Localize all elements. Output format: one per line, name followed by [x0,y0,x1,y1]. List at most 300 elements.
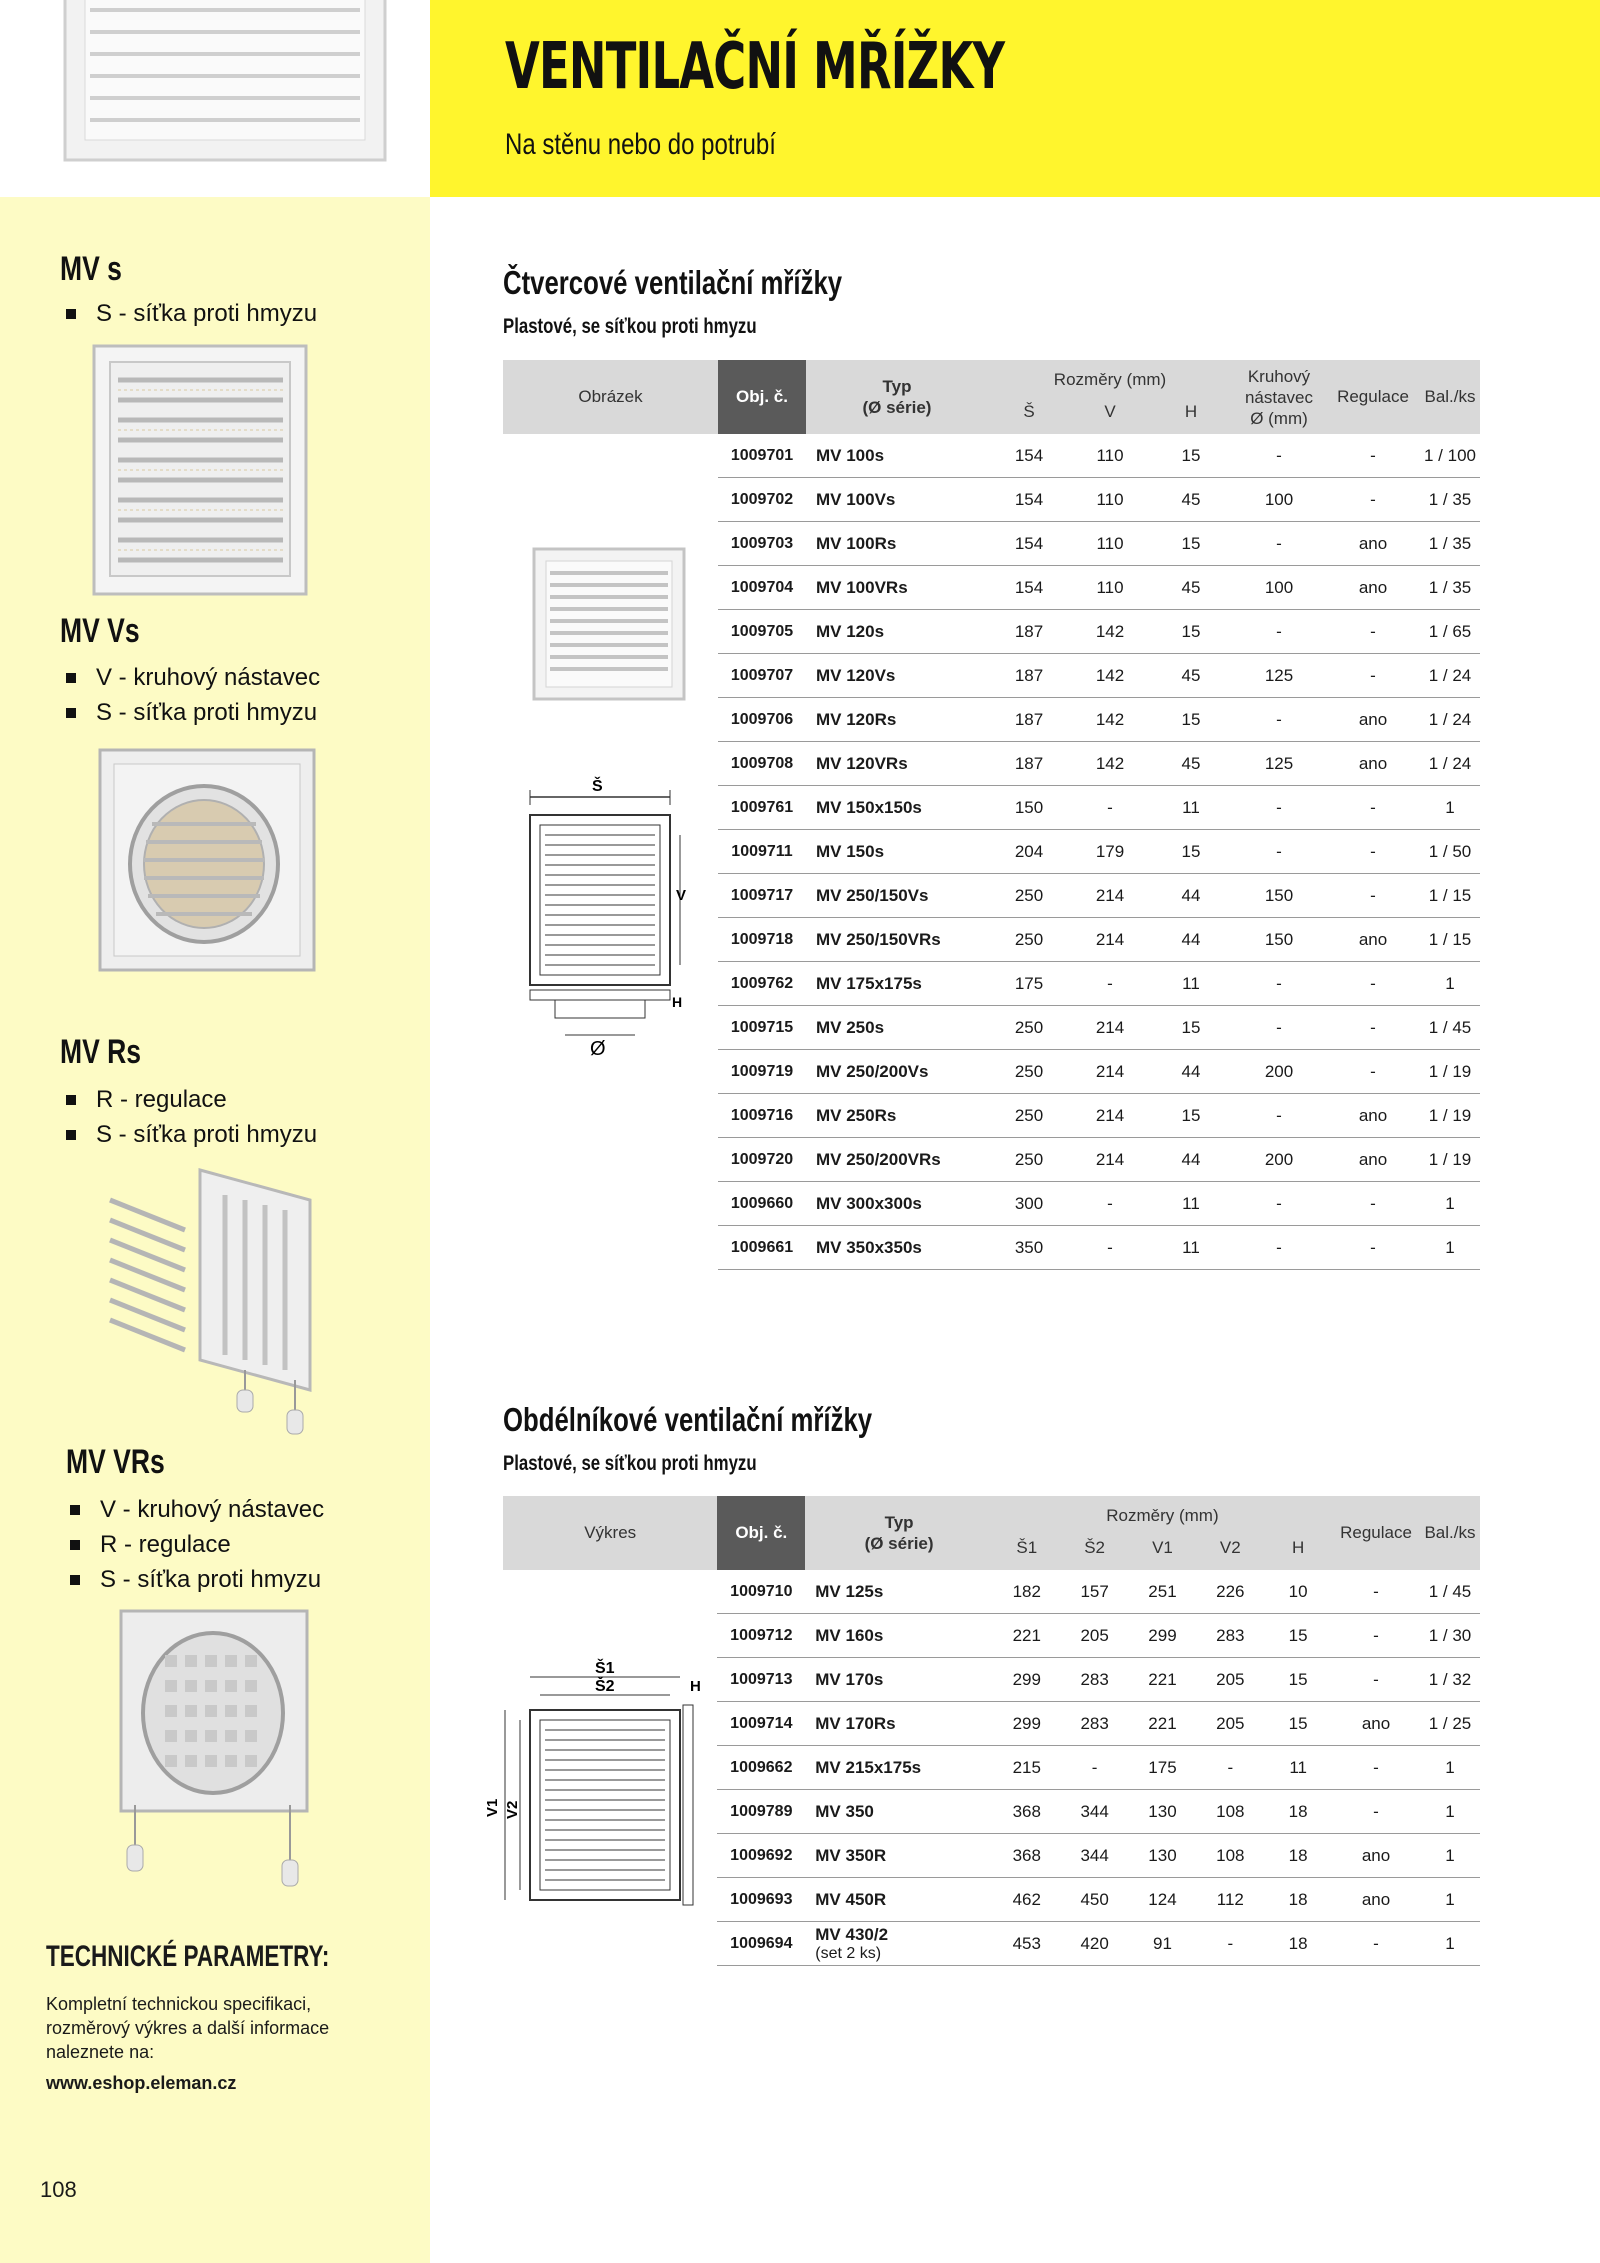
cell-regulation: ano [1326,1094,1420,1138]
cell-type [805,1922,993,1966]
cell-obj-number: 1009692 [717,1834,805,1878]
group-title-mv-rs: MV Rs [60,1033,142,1071]
cell-package: 1 / 19 [1420,1094,1480,1138]
cell-dim-v: 214 [1070,1050,1150,1094]
type-label: MV 170Rs [815,1713,896,1733]
cell-regulation: - [1326,1050,1420,1094]
cell-obj-number: 1009720 [718,1138,806,1182]
cell-package: 1 / 19 [1420,1138,1480,1182]
cell-regulation: ano [1326,918,1420,962]
cell-type: MV 300x300s [806,1182,988,1226]
cell-dim-s1: 368 [993,1790,1061,1834]
col-header-dims: Rozměry (mm) [988,360,1232,390]
cell-dim-v2: - [1196,1922,1264,1966]
drawing-label-h: H [672,994,683,1010]
cell-package: 1 / 24 [1420,654,1480,698]
cell-dim-v: 110 [1070,566,1150,610]
cell-obj-number: 1009660 [718,1182,806,1226]
cell-package: 1 / 24 [1420,698,1480,742]
type-label: MV 450R [815,1889,887,1909]
cell-regulation: ano [1326,698,1420,742]
type-label: MV 160s [815,1625,884,1645]
cell-dim-v: 142 [1070,654,1150,698]
cell-obj-number: 1009719 [718,1050,806,1094]
group-list-mv-rs [60,1082,317,1152]
cell-dim-v2: 108 [1196,1790,1264,1834]
cell-type: MV 100Rs [806,522,988,566]
cell-dim-v1: 221 [1129,1658,1197,1702]
cell-obj-number: 1009693 [717,1878,805,1922]
drawing-label-s2: Š2 [595,1678,615,1695]
type-note: (set 2 ks) [815,1944,882,1962]
col-header-image: Obrázek [503,360,718,434]
cell-type: MV 120s [806,610,988,654]
table-row [503,1138,1480,1182]
type-label: MV 125s [815,1581,884,1601]
regulated-grille-icon [105,1160,320,1440]
type-label: MV 170s [815,1669,884,1689]
round-regulated-grille-icon [115,1605,315,1895]
cell-spigot-diameter: - [1232,522,1326,566]
product-photo-mv-s [88,340,313,605]
cell-dim-h: 18 [1264,1922,1332,1966]
cell-regulation: - [1332,1746,1420,1790]
cell-dim-v: - [1070,786,1150,830]
round-spigot-grille-icon [92,742,322,977]
table-row [503,1614,1480,1658]
col-header-typ: Typ (Ø série) [805,1496,993,1570]
list-item: S - síťka proti hmyzu [60,695,320,730]
cell-dim-s1: 368 [993,1834,1061,1878]
drawing-label-v1: V1 [485,1798,501,1817]
cell-type [805,1658,993,1702]
cell-regulation: - [1332,1790,1420,1834]
group-title-mv-vrs: MV VRs [66,1443,165,1481]
cell-dim-v1: 221 [1129,1702,1197,1746]
cell-dim-s: 250 [988,874,1070,918]
cell-regulation: - [1332,1922,1420,1966]
cell-obj-number: 1009714 [717,1702,805,1746]
table-row [503,1094,1480,1138]
cell-type: MV 120Rs [806,698,988,742]
drawing-cell [503,1922,717,1966]
cell-type [805,1702,993,1746]
cell-obj-number: 1009762 [718,962,806,1006]
cell-regulation: - [1326,1226,1420,1270]
cell-dim-h: 11 [1150,786,1232,830]
cell-package: 1 / 25 [1420,1702,1480,1746]
cell-dim-v1: 299 [1129,1614,1197,1658]
cell-type [805,1570,993,1614]
col-header-s: Š [988,390,1070,434]
cell-dim-s: 175 [988,962,1070,1006]
cell-spigot-diameter: 100 [1232,478,1326,522]
drawing-cell [503,1570,717,1614]
cell-dim-h: 18 [1264,1878,1332,1922]
page-subtitle: Na stěnu nebo do potrubí [505,128,776,161]
col-header-bal: Bal./ks [1420,360,1480,434]
cell-type: MV 175x175s [806,962,988,1006]
cell-dim-v2: 112 [1196,1878,1264,1922]
cell-spigot-diameter: 200 [1232,1050,1326,1094]
cell-dim-v: 214 [1070,1094,1150,1138]
cell-dim-v: 142 [1070,610,1150,654]
cell-type [805,1834,993,1878]
drawing-label-s: Š [592,778,603,795]
image-cell [503,1094,718,1138]
cell-package: 1 [1420,1790,1480,1834]
cell-dim-s: 154 [988,566,1070,610]
cell-type [805,1790,993,1834]
cell-type: MV 150s [806,830,988,874]
cell-dim-h: 15 [1264,1614,1332,1658]
col-header-dims: Rozměry (mm) [993,1496,1332,1526]
drawing-label-h: H [690,1678,701,1695]
cell-package: 1 / 45 [1420,1006,1480,1050]
cell-regulation: - [1326,610,1420,654]
cell-dim-s2: 450 [1061,1878,1129,1922]
drawing-label-s1: Š1 [595,1660,615,1677]
cell-dim-h: 44 [1150,1138,1232,1182]
cell-regulation: - [1326,830,1420,874]
cell-dim-v1: 175 [1129,1746,1197,1790]
cell-obj-number: 1009662 [717,1746,805,1790]
cell-dim-s2: 157 [1061,1570,1129,1614]
tech-text: Kompletní technickou specifikaci, rozměrový výkres a další informace naleznete na: [46,1994,330,2062]
cell-type [805,1878,993,1922]
cell-dim-s1: 453 [993,1922,1061,1966]
cell-package: 1 / 35 [1420,522,1480,566]
cell-package: 1 / 45 [1420,1570,1480,1614]
col-header-obj: Obj. č. [718,360,806,434]
square-grille-icon [530,545,690,705]
drawing-label-v: V [676,887,687,904]
col-header-typ: Typ (Ø série) [806,360,988,434]
cell-dim-v1: 130 [1129,1790,1197,1834]
cell-dim-v: 214 [1070,918,1150,962]
cell-regulation: - [1326,786,1420,830]
cell-dim-h: 15 [1150,1006,1232,1050]
cell-dim-s2: - [1061,1746,1129,1790]
cell-dim-s: 154 [988,478,1070,522]
product-photo-mv-rs [105,1160,320,1445]
group-title-mv-s: MV s [60,250,122,288]
cell-dim-h: 15 [1150,434,1232,478]
cell-type: MV 100VRs [806,566,988,610]
cell-dim-s: 250 [988,1006,1070,1050]
cell-dim-s2: 283 [1061,1658,1129,1702]
cell-obj-number: 1009701 [718,434,806,478]
type-label: MV 350 [815,1801,874,1821]
col-header-reg: Regulace [1326,360,1420,434]
image-cell [503,434,718,478]
cell-dim-v: 110 [1070,478,1150,522]
list-item: R - regulace [64,1527,324,1562]
cell-dim-v: 214 [1070,1138,1150,1182]
cell-regulation: - [1332,1570,1420,1614]
cell-regulation: ano [1332,1878,1420,1922]
list-item: R - regulace [60,1082,317,1117]
col-header-s2: Š2 [1061,1526,1129,1570]
cell-obj-number: 1009713 [717,1658,805,1702]
type-label: MV 215x175s [815,1757,922,1777]
cell-obj-number: 1009702 [718,478,806,522]
cell-dim-s: 250 [988,1050,1070,1094]
cell-obj-number: 1009715 [718,1006,806,1050]
cell-obj-number: 1009703 [718,522,806,566]
cell-spigot-diameter: - [1232,434,1326,478]
cell-dim-h: 15 [1150,610,1232,654]
cell-package: 1 [1420,1226,1480,1270]
col-header-reg: Regulace [1332,1496,1420,1570]
cell-dim-v: - [1070,1226,1150,1270]
col-header-obj: Obj. č. [717,1496,805,1570]
section-title-rect: Obdélníkové ventilační mřížky [503,1401,873,1438]
list-item: V - kruhový nástavec [60,660,320,695]
col-header-drawing: Výkres [503,1496,717,1570]
cell-package: 1 / 65 [1420,610,1480,654]
table-row [503,1182,1480,1226]
cell-dim-s: 150 [988,786,1070,830]
cell-obj-number: 1009717 [718,874,806,918]
cell-dim-v2: - [1196,1746,1264,1790]
cell-regulation: ano [1332,1834,1420,1878]
cell-type: MV 120Vs [806,654,988,698]
cell-dim-v: 142 [1070,698,1150,742]
cell-dim-h: 15 [1150,830,1232,874]
cell-dim-h: 15 [1150,698,1232,742]
cell-obj-number: 1009712 [717,1614,805,1658]
cell-obj-number: 1009789 [717,1790,805,1834]
cell-dim-s1: 462 [993,1878,1061,1922]
cell-package: 1 [1420,1746,1480,1790]
cell-dim-v2: 226 [1196,1570,1264,1614]
table-row [503,1922,1480,1966]
cell-dim-s: 250 [988,1138,1070,1182]
drawing-cell [503,1614,717,1658]
list-item: V - kruhový nástavec [64,1492,324,1527]
cell-dim-h: 44 [1150,874,1232,918]
cell-spigot-diameter: - [1232,1226,1326,1270]
cell-type: MV 120VRs [806,742,988,786]
cell-dim-v1: 130 [1129,1834,1197,1878]
cell-obj-number: 1009706 [718,698,806,742]
table-row [503,1570,1480,1614]
cell-dim-v2: 108 [1196,1834,1264,1878]
product-photo-mv-vs [92,742,322,982]
cell-type: MV 250/200Vs [806,1050,988,1094]
cell-obj-number: 1009708 [718,742,806,786]
cell-spigot-diameter: - [1232,1182,1326,1226]
cell-dim-v2: 205 [1196,1702,1264,1746]
cell-package: 1 / 35 [1420,566,1480,610]
cell-type [805,1614,993,1658]
cell-regulation: - [1326,962,1420,1006]
cell-dim-h: 11 [1150,962,1232,1006]
cell-dim-v: 110 [1070,434,1150,478]
group-title-mv-vs: MV Vs [60,612,140,650]
cell-obj-number: 1009718 [718,918,806,962]
cell-package: 1 [1420,1834,1480,1878]
square-product-image [530,545,690,710]
type-label: MV 430/2 [815,1924,889,1944]
cell-package: 1 [1420,1878,1480,1922]
image-cell [503,1138,718,1182]
rect-dimension-drawing [485,1655,710,1920]
cell-dim-v: 142 [1070,742,1150,786]
cell-dim-v: 179 [1070,830,1150,874]
cell-dim-s: 187 [988,698,1070,742]
cell-type: MV 100s [806,434,988,478]
cell-dim-h: 45 [1150,478,1232,522]
col-header-h: H [1264,1526,1332,1570]
cell-regulation: - [1326,478,1420,522]
cell-dim-h: 18 [1264,1790,1332,1834]
cell-type: MV 250/200VRs [806,1138,988,1182]
cell-dim-s: 250 [988,1094,1070,1138]
section-subtitle-rect: Plastové, se síťkou proti hmyzu [503,1452,757,1475]
cell-regulation: ano [1326,522,1420,566]
cell-package: 1 / 24 [1420,742,1480,786]
cell-dim-s: 250 [988,918,1070,962]
col-header-s1: Š1 [993,1526,1061,1570]
cell-regulation: - [1326,1182,1420,1226]
cell-dim-h: 45 [1150,566,1232,610]
group-list-mv-s [60,296,317,331]
cell-package: 1 / 30 [1420,1614,1480,1658]
cell-package: 1 / 15 [1420,874,1480,918]
cell-dim-h: 45 [1150,654,1232,698]
cell-dim-s: 350 [988,1226,1070,1270]
cell-dim-h: 11 [1150,1226,1232,1270]
cell-package: 1 / 32 [1420,1658,1480,1702]
cell-obj-number: 1009716 [718,1094,806,1138]
cell-spigot-diameter: - [1232,786,1326,830]
cell-spigot-diameter: - [1232,830,1326,874]
col-header-v2: V2 [1196,1526,1264,1570]
cell-type: MV 250/150VRs [806,918,988,962]
cell-dim-v: 110 [1070,522,1150,566]
cell-dim-v: - [1070,962,1150,1006]
cell-regulation: ano [1326,566,1420,610]
drawing-label-d: Ø [590,1038,606,1060]
cell-package: 1 / 19 [1420,1050,1480,1094]
cell-dim-s: 187 [988,742,1070,786]
cell-regulation: - [1332,1614,1420,1658]
col-header-v: V [1070,390,1150,434]
cell-dim-s1: 182 [993,1570,1061,1614]
section-title-square: Čtvercové ventilační mřížky [503,264,843,301]
cell-type [805,1746,993,1790]
page-title: VENTILAČNÍ MŘÍŽKY [505,30,1005,104]
cell-dim-h: 15 [1150,522,1232,566]
cell-spigot-diameter: - [1232,1006,1326,1050]
cell-package: 1 [1420,1922,1480,1966]
cell-obj-number: 1009761 [718,786,806,830]
col-header-h: H [1150,390,1232,434]
cell-package: 1 / 100 [1420,434,1480,478]
list-item: S - síťka proti hmyzu [60,296,317,331]
cell-type: MV 250Rs [806,1094,988,1138]
vent-grille-photo [0,0,430,197]
cell-dim-v: - [1070,1182,1150,1226]
cell-obj-number: 1009710 [717,1570,805,1614]
cell-spigot-diameter: - [1232,1094,1326,1138]
product-photo-mv-vrs [115,1605,315,1900]
cell-package: 1 / 15 [1420,918,1480,962]
cell-dim-s1: 215 [993,1746,1061,1790]
tech-url-link[interactable]: www.eshop.eleman.cz [46,2073,237,2093]
cell-dim-h: 18 [1264,1834,1332,1878]
cell-dim-h: 10 [1264,1570,1332,1614]
cell-dim-s2: 283 [1061,1702,1129,1746]
col-header-v1: V1 [1129,1526,1197,1570]
cell-spigot-diameter: - [1232,610,1326,654]
cell-regulation: - [1326,654,1420,698]
cell-dim-s: 154 [988,434,1070,478]
cell-spigot-diameter: - [1232,962,1326,1006]
cell-dim-s: 187 [988,610,1070,654]
cell-dim-v1: 251 [1129,1570,1197,1614]
cell-dim-s2: 420 [1061,1922,1129,1966]
tech-heading: TECHNICKÉ PARAMETRY: [46,1940,330,1973]
cell-package: 1 / 35 [1420,478,1480,522]
cell-dim-s: 187 [988,654,1070,698]
cell-dim-v1: 124 [1129,1878,1197,1922]
cell-dim-v1: 91 [1129,1922,1197,1966]
image-cell [503,1182,718,1226]
cell-package: 1 [1420,962,1480,1006]
cell-spigot-diameter: 125 [1232,654,1326,698]
cell-dim-v2: 205 [1196,1658,1264,1702]
col-header-kruh: Kruhový nástavec Ø (mm) [1232,360,1326,434]
cell-package: 1 [1420,1182,1480,1226]
page-number: 108 [40,2177,77,2202]
cell-dim-s1: 221 [993,1614,1061,1658]
cell-obj-number: 1009705 [718,610,806,654]
cell-dim-s2: 344 [1061,1834,1129,1878]
cell-spigot-diameter: 150 [1232,874,1326,918]
type-label: MV 350R [815,1845,887,1865]
image-cell [503,478,718,522]
cell-obj-number: 1009694 [717,1922,805,1966]
cell-dim-v: 214 [1070,874,1150,918]
group-list-mv-vs [60,660,320,730]
col-header-bal: Bal./ks [1420,1496,1480,1570]
cell-type: MV 250/150Vs [806,874,988,918]
cell-obj-number: 1009661 [718,1226,806,1270]
technical-drawing-icon [520,775,700,1075]
cell-regulation: - [1332,1658,1420,1702]
cell-obj-number: 1009704 [718,566,806,610]
list-item: S - síťka proti hmyzu [64,1562,324,1597]
cell-spigot-diameter: 200 [1232,1138,1326,1182]
table-row [503,434,1480,478]
cell-dim-h: 15 [1150,1094,1232,1138]
cell-dim-h: 45 [1150,742,1232,786]
cell-dim-s2: 344 [1061,1790,1129,1834]
cell-regulation: ano [1332,1702,1420,1746]
cell-spigot-diameter: 150 [1232,918,1326,962]
cell-dim-s: 300 [988,1182,1070,1226]
cell-obj-number: 1009707 [718,654,806,698]
list-item: S - síťka proti hmyzu [60,1117,317,1152]
square-dimension-drawing [520,775,700,1080]
cell-spigot-diameter: - [1232,698,1326,742]
cell-type: MV 100Vs [806,478,988,522]
cell-type: MV 250s [806,1006,988,1050]
cell-dim-s2: 205 [1061,1614,1129,1658]
